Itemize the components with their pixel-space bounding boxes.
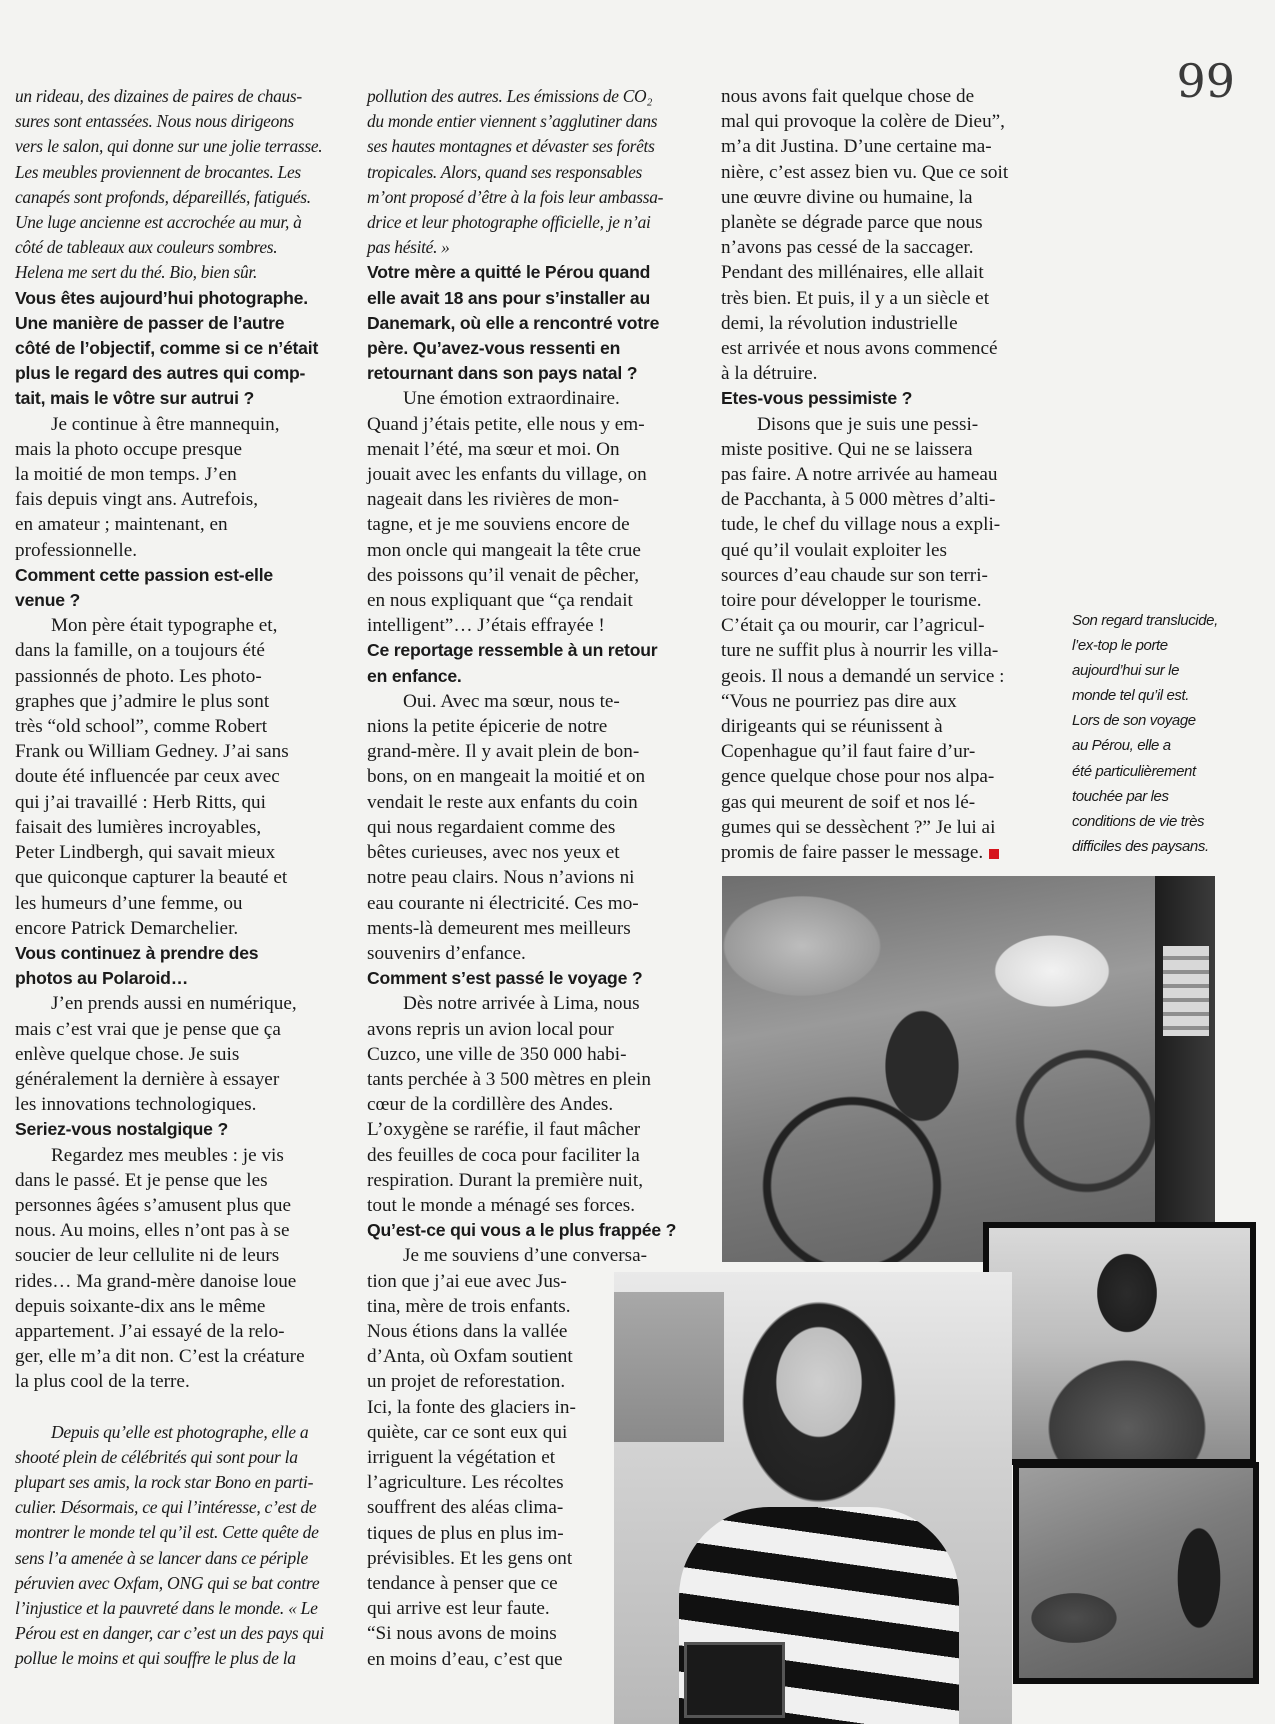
text-line: Lors de son voyage [1072,712,1196,730]
question-heading [15,286,333,412]
text-line: personnes âgées s’amusent plus que [15,1194,292,1216]
text-line: ses hautes montagnes et dévaster ses forêts [367,136,655,157]
text-line: enlève quelque chose. Je suis [15,1043,240,1065]
text-line: quiète, car ce sont eux qui [367,1421,568,1443]
text-line: shooté plein de célébrités qui sont pour la [15,1446,298,1467]
text-line: Une émotion extraordinaire. [403,388,620,410]
text-line: des feuilles de coca pour faciliter la [367,1144,640,1166]
text-line: nous. Au moins, elles n’ont pas à se [15,1220,290,1242]
text-line: d’Anta, où Oxfam soutient [367,1346,573,1368]
text-line: Mon père était typographe et, [51,615,278,637]
question-heading [15,563,333,613]
text-line: Vous êtes aujourd’hui photographe. [15,287,308,308]
question-heading [367,1218,681,1243]
text-line: les humeurs d’une femme, ou [15,892,243,914]
text-line: pollution des autres. Les émissions de CO₂ [367,86,653,106]
answer-paragraph [367,689,681,966]
text-line: dans la famille, on a toujours été [15,640,265,662]
end-mark-icon [989,849,999,859]
text-line: mal qui provoque la colère de Dieu”, [721,111,1005,133]
text-line: m’a dit Justina. D’une certaine ma- [721,136,992,158]
text-line: respiration. Durant la première nuit, [367,1169,643,1191]
text-line: qué qu’il voulait exploiter les [721,539,947,561]
answer-paragraph [721,412,1041,866]
text-line: sures sont entassées. Nous nous dirigeons [15,111,294,132]
text-line: passionnés de photo. Les photo- [15,665,262,687]
market-cart-photo [722,876,1215,1262]
text-line: généralement la dernière à essayer [15,1068,280,1090]
text-line: tiques de plus en plus im- [367,1522,564,1544]
text-line: est arrivée et nous avons commencé [721,338,998,360]
text-line: Cuzco, une ville de 350 000 habi- [367,1043,627,1065]
text-line: ger, elle m’a dit non. C’est la créature [15,1346,305,1368]
text-line: souvenirs d’enfance. [367,942,526,964]
text-line: Regardez mes meubles : je vis [51,1144,284,1166]
text-line: une œuvre divine ou humaine, la [721,186,973,208]
text-line: canapés sont profonds, dépareillés, fatigués. [15,186,311,207]
text-line: bêtes curieuses, avec nos yeux et [367,842,620,864]
text-line: gas qui meurent de soif et nos lé- [721,791,976,813]
text-line: drice et leur photographe officielle, je n’ai [367,212,651,233]
text-line: monde tel qu’il est. [1072,687,1190,705]
text-line: vendait le reste aux enfants du coin [367,791,638,813]
text-line: pas hésité. » [367,237,450,258]
text-line: vers le salon, qui donne sur une jolie terrasse. [15,136,323,157]
text-line: plupart ses amis, la rock star Bono en parti- [15,1471,314,1492]
text-line: tagne, et je me souviens encore de [367,514,630,536]
text-line: en nous expliquant que “ça rendait [367,590,633,612]
text-line: péruvien avec Oxfam, ONG qui se bat contre [15,1572,320,1593]
text-line: Pérou est en danger, car c’est un des pays qui [15,1623,325,1644]
text-line: menait l’été, ma sœur et moi. On [367,438,620,460]
text-line: Comment cette passion est-elle [15,564,273,585]
text-line: du monde entier viennent s’agglutiner dans [367,111,658,132]
text-line: l’agriculture. Les récoltes [367,1472,564,1494]
text-line: Son regard translucide, [1072,612,1218,629]
text-line: père. Qu’avez-vous ressenti en [367,338,621,359]
text-line: l’ex-top le porte [1072,637,1168,655]
answer-paragraph [367,991,681,1218]
text-line: cœur de la cordillère des Andes. [367,1094,614,1116]
answer-paragraph [15,1143,333,1395]
answer-paragraph [15,613,333,941]
text-line: n’avons pas cessé de la saccager. [721,237,974,259]
text-line: tout le monde a ménagé ses forces. [367,1194,635,1216]
text-line: sources d’eau chaude sur son terri- [721,564,988,586]
text-line: Helena me sert du thé. Bio, bien sûr. [15,262,257,283]
column-3 [721,84,1041,865]
text-line: au Pérou, elle a [1072,737,1171,755]
text-line: Qu’est-ce qui vous a le plus frappée ? [367,1220,677,1241]
text-line: soucier de leur cellulite ni de leurs [15,1245,280,1267]
camera-icon [684,1642,785,1718]
text-line: mon oncle qui mangeait la tête crue [367,539,641,561]
text-line: souffrent des aléas clima- [367,1497,564,1519]
italic-quote-paragraph [367,84,681,260]
text-line: mais la photo occupe presque [15,438,242,460]
text-line: bons, on en mangeait la moitié et on [367,766,646,788]
question-heading [15,941,333,991]
text-line: venue ? [15,590,81,611]
text-line: un projet de reforestation. [367,1371,566,1393]
intro-paragraph [15,84,333,286]
background-house [614,1292,724,1442]
text-line: nous avons fait quelque chose de [721,86,975,107]
text-line: irriguent la végétation et [367,1446,556,1468]
text-line: professionnelle. [15,539,138,561]
text-line: “Si nous avons de moins [367,1623,557,1645]
text-line: Danemark, où elle a rencontré votre [367,312,660,333]
text-line: qui j’ai travaillé : Herb Ritts, qui [15,791,266,813]
text-line: aujourd’hui sur le [1072,662,1180,680]
text-line: Vous continuez à prendre des [15,942,259,963]
text-line: conditions de vie très [1072,812,1205,830]
text-line: nière, c’est assez bien vu. Que ce soit [721,161,1009,183]
text-line: dirigeants qui se réunissent à [721,716,943,738]
text-line: Ici, la fonte des glaciers in- [367,1396,576,1418]
text-line: Pendant des millénaires, elle allait [721,262,984,284]
text-line: touchée par les [1072,787,1169,805]
answer-paragraph [15,991,333,1117]
text-line: Votre mère a quitté le Pérou quand [367,262,651,283]
helena-portrait-photo [614,1272,1012,1724]
question-heading [367,260,681,386]
text-line: de Pacchanta, à 5 000 mètres d’alti- [721,489,996,511]
italic-intro-paragraph [15,1420,333,1672]
text-line: en enfance. [367,665,462,686]
text-line: encore Patrick Demarchelier. [15,917,239,939]
text-line: Nous étions dans la vallée [367,1320,568,1342]
text-line: demi, la révolution industrielle [721,312,958,334]
text-line: Frank ou William Gedney. J’ai sans [15,741,289,763]
text-line: prévisibles. Et les gens ont [367,1547,573,1569]
text-line: ture ne suffit plus à nourrir les villa- [721,640,999,662]
text-line: Dès notre arrivée à Lima, nous [403,993,640,1015]
text-line: Les meubles proviennent de brocantes. Les [15,161,301,182]
text-line: Une luge ancienne est accrochée au mur, à [15,212,302,233]
text-line: tina, mère de trois enfants. [367,1295,571,1317]
question-heading [721,386,1041,411]
text-line: en amateur ; maintenant, en [15,514,228,536]
answer-paragraph [367,386,681,638]
text-line: appartement. J’ai essayé de la relo- [15,1320,285,1342]
text-line: Je continue à être mannequin, [51,413,280,435]
text-line: été particulièrement [1072,762,1196,780]
question-heading [367,966,681,991]
text-line: Disons que je suis une pessi- [757,413,979,435]
text-line: Comment s’est passé le voyage ? [367,968,643,989]
text-line: avons repris un avion local pour [367,1018,614,1040]
text-line: Ce reportage ressemble à un retour [367,640,658,661]
text-line: très bien. Et puis, il y a un siècle et [721,287,990,309]
text-line: intelligent”… J’étais effrayée ! [367,615,605,637]
text-line: très “old school”, comme Robert [15,716,268,738]
text-line: que quiconque capturer la beauté et [15,867,288,889]
text-line: tants perchée à 3 500 mètres en plein [367,1068,651,1090]
text-line: L’oxygène se raréfie, il faut mâcher [367,1119,641,1141]
text-line: pollue le moins et qui souffre le plus de la [15,1648,296,1669]
text-line: gence quelque chose pour nos alpa- [721,766,995,788]
andean-man-photo [983,1222,1256,1465]
text-line: dans le passé. Et je pense que les [15,1169,268,1191]
text-line: mais c’est vrai que je pense que ça [15,1018,281,1040]
llama-herder-photo [1013,1462,1259,1684]
column-1 [15,84,333,1672]
text-line: “Vous ne pourriez pas dire aux [721,690,957,712]
text-line: à la détruire. [721,363,818,385]
text-line: gumes qui se dessèchent ?” Je lui ai [721,816,996,838]
text-line: qui arrive est leur faute. [367,1598,550,1620]
text-line: elle avait 18 ans pour s’installer au [367,287,651,308]
text-line: tion que j’ai eue avec Jus- [367,1270,567,1292]
text-line: m’ont proposé d’être à la fois leur ambassa- [367,186,664,207]
text-line: depuis soixante-dix ans le même [15,1295,266,1317]
text-line: Seriez-vous nostalgique ? [15,1119,229,1140]
text-line: promis de faire passer le message. [721,842,984,864]
page-number: 99 [1176,54,1235,108]
question-heading [15,1117,333,1142]
text-line: Je me souviens d’une conversa- [403,1245,648,1267]
text-line: les innovations technologiques. [15,1094,257,1116]
text-line: jouait avec les enfants du village, on [367,464,647,486]
text-line: planète se dégrade parce que nous [721,212,983,234]
text-line: sens l’a amenée à se lancer dans ce périple [15,1547,308,1568]
text-line: côté de l’objectif, comme si ce n’était [15,338,319,359]
text-line: grand-mère. Il y avait plein de bon- [367,741,640,763]
text-line: montrer le monde tel qu’il est. Cette quête de [15,1522,319,1543]
text-line: retournant dans son pays natal ? [367,363,638,384]
text-line: Oui. Avec ma sœur, nous te- [403,690,620,712]
text-line: Une manière de passer de l’autre [15,312,285,333]
text-line: tude, le chef du village nous a expli- [721,514,1001,536]
text-line: des poissons qu’il venait de pêcher, [367,564,640,586]
text-line: un rideau, des dizaines de paires de chaus- [15,86,302,106]
text-line: J’en prends aussi en numérique, [51,993,297,1015]
text-line: fais depuis vingt ans. Autrefois, [15,489,259,511]
text-line: toire pour développer le tourisme. [721,590,982,612]
text-line: eau courante ni électricité. Ces mo- [367,892,639,914]
text-line: tait, mais le vôtre sur autrui ? [15,388,255,409]
text-line: pas faire. A notre arrivée au hameau [721,464,998,486]
text-line: Copenhague qu’il faut faire d’ur- [721,741,976,763]
answer-paragraph [15,412,333,563]
text-line: miste positive. Qui ne se laissera [721,438,973,460]
body-paragraph [721,84,1041,386]
question-heading [367,638,681,688]
stall-shape [1155,876,1215,1262]
text-line: Depuis qu’elle est photographe, elle a [51,1421,309,1442]
text-line: rides… Ma grand-mère danoise loue [15,1270,297,1292]
text-line: en moins d’eau, c’est que [367,1648,563,1670]
photo-caption [1072,608,1232,859]
text-line: nions la petite épicerie de notre [367,716,608,738]
text-line: culier. Désormais, ce qui l’intéresse, c’est de [15,1497,317,1518]
text-line: l’injustice et la pauvreté dans le monde. « Le [15,1597,318,1618]
text-line: graphes que j’admire le plus sont [15,690,270,712]
text-line: Quand j’étais petite, elle nous y em- [367,413,645,435]
text-line: Etes-vous pessimiste ? [721,388,913,409]
text-line: geois. Il nous a demandé un service : [721,665,1005,687]
text-line: tropicales. Alors, quand ses responsables [367,161,642,182]
text-line: doute été influencée par ceux avec [15,766,280,788]
text-line: nageait dans les rivières de mon- [367,489,620,511]
text-line: ments-là demeurent mes meilleurs [367,917,631,939]
text-line: qui nous regardaient comme des [367,816,616,838]
text-line: C’était ça ou mourir, car l’agricul- [721,615,985,637]
text-line: photos au Polaroid… [15,968,189,989]
text-line: notre peau clairs. Nous n’avions ni [367,867,635,889]
text-line: la moitié de mon temps. J’en [15,464,237,486]
text-line: côté de tableaux aux couleurs sombres. [15,237,278,258]
text-line: la plus cool de la terre. [15,1371,190,1393]
text-line: Peter Lindbergh, qui savait mieux [15,842,276,864]
text-line: plus le regard des autres qui comp- [15,363,306,384]
text-line: difficiles des paysans. [1072,837,1209,855]
text-line: faisait des lumières incroyables, [15,816,262,838]
text-line: tendance à penser que ce [367,1572,558,1594]
